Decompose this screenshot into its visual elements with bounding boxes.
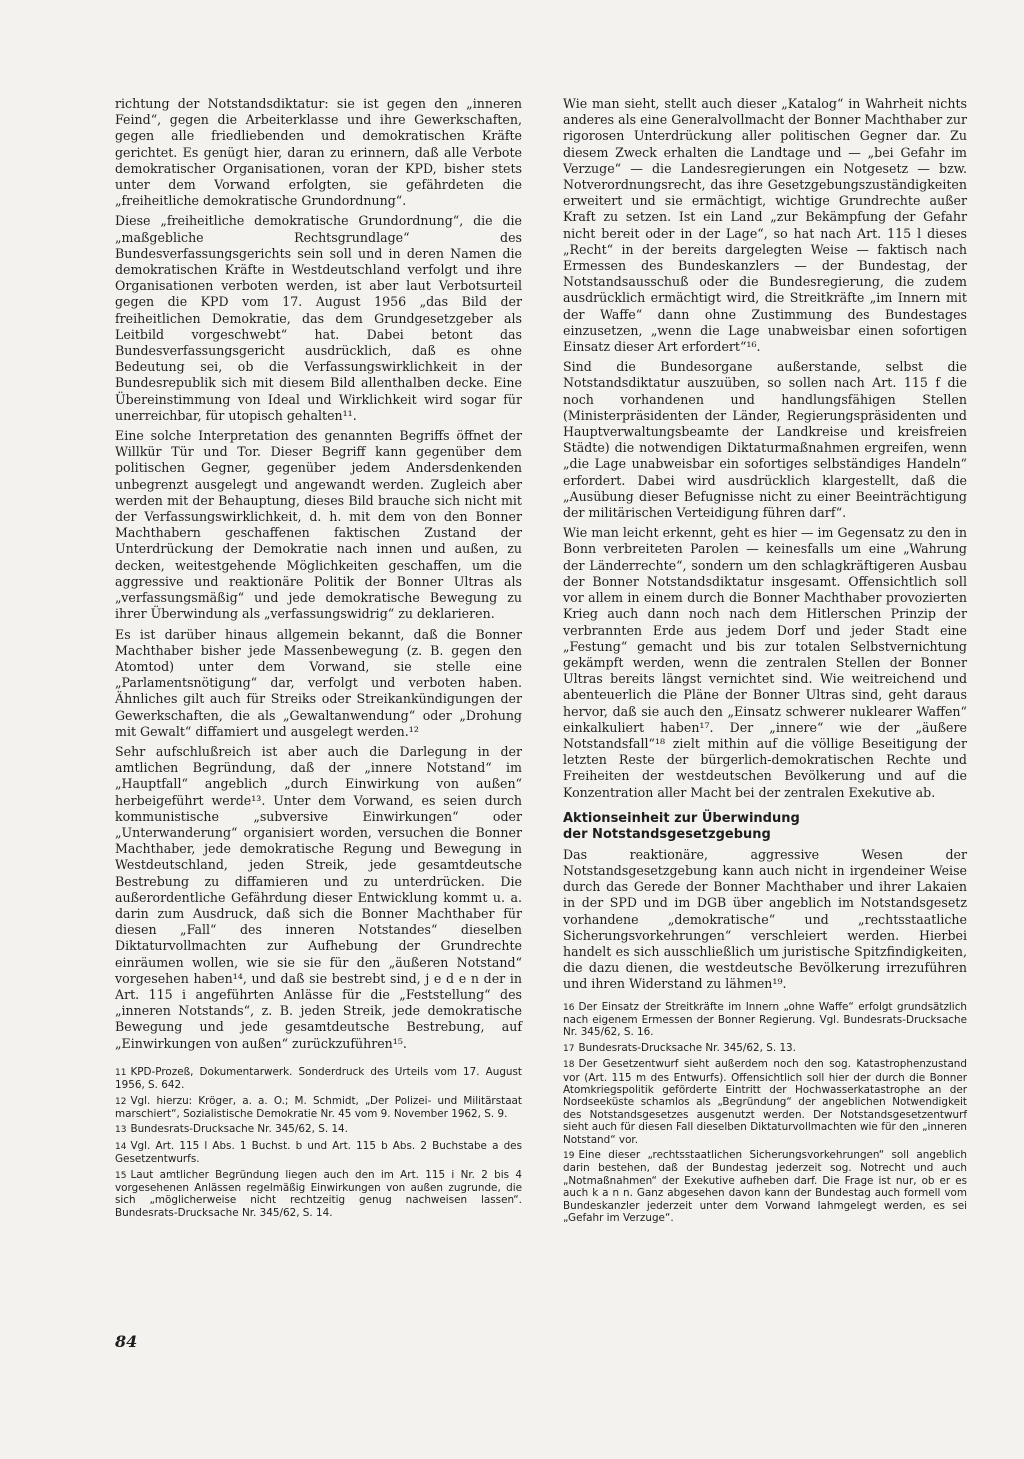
paragraph: Wie man leicht erkennt, geht es hier — im Gegensatz zu den in Bonn verbreiteten Parolen — keinesfalls um eine „Wahrung der Länderrechte“, sondern um den schlagkräftigeren Ausbau der Bonner Notstandsdiktatur insgesamt. Offensichtlich soll vor allem in einem durch die Bonner Machthaber provozierten Krieg auch dann noch nach dem Hitlerschen Prinzip der verbrannten Erde aus jedem Dorf und jeder Stadt eine „Festung“ gemacht und bis zur totalen Selbstvernichtung gekämpft werden, wenn die zentralen Stellen der Bonner Ultras bereits längst vernichtet sind. Wie weitreichend und abenteuerlich die Pläne der Bonner Ultras sind, geht daraus hervor, daß sie auch den „Einsatz schwerer nuklearer Waffen“ einkalkuliert haben¹⁷. Der „innere“ wie der „äußere Notstandsfall“¹⁸ zielt mithin auf die völlige Beseitigung der letzten Reste der bürgerlich-demokratischen Rechte und Freiheiten der westdeutschen Bevölkerung und auf die Konzentration aller Macht bei der zentralen Exekutive ab. xyxy=(563,525,967,800)
left-body-text xyxy=(115,96,522,1052)
footnote-text: KPD-Prozeß, Dokumentarwerk. Sonderdruck des Urteils vom 17. August 1956, S. 642. xyxy=(115,1065,522,1092)
paragraph: Wie man sieht, stellt auch dieser „Katalog“ in Wahrheit nichts anderes als eine Generalvollmacht der Bonner Machthaber zur rigorosen Unterdrückung aller politischen Gegner dar. Zu diesem Zweck erhalten die Landtage und — „bei Gefahr im Verzuge“ — die Landesregierungen ein Notgesetz — bzw. Notverordnungsrecht, das ihre Gesetzgebungszuständigkeiten erweitert und sie ermächtigt, wichtige Grundrechte außer Kraft zu setzen. Ist ein Land „zur Bekämpfung der Gefahr nicht bereit oder in der Lage“, so hat nach Art. 115 l dieses „Recht“ in der bereits dargelegten Weise — faktisch nach Ermessen des Bundeskanzlers — der Bundestag, der Notstandsausschuß oder die Bundesregierung, die zudem ausdrücklich ermächtigt wird, die Streitkräfte „im Innern mit der Waffe“ dann ohne Zustimmung des Bundestages einzusetzen, „wenn die Lage unabweisbar einen sofortigen Einsatz dieser Art erfordert“¹⁶. xyxy=(563,96,967,355)
footnote xyxy=(115,1169,522,1220)
right-column xyxy=(563,96,967,1227)
footnote-number: 17 xyxy=(563,1043,575,1054)
paragraph: richtung der Notstandsdiktatur: sie ist gegen den „inneren Feind“, gegen die Arbeiterklasse und ihre Gewerkschaften, gegen alle friedliebenden und demokratischen Kräfte gerichtet. Es genügt hier, daran zu erinnern, daß alle Verbote demokratischer Organisationen, voran der KPD, bisher stets unter dem Vorwand erfolgten, sie gefährdeten die „freiheitliche demokratische Grundordnung“. xyxy=(115,96,522,209)
footnote xyxy=(115,1140,522,1166)
paragraph: Eine solche Interpretation des genannten Begriffs öffnet der Willkür Tür und Tor. Dieser Begriff kann gegenüber dem politischen Gegner, gegenüber jedem Andersdenkenden unbegrenzt ausgelegt und angewandt werden. Zugleich aber werden mit der Behauptung, dieses Bild brauche sich nicht mit der Verfassungswirklichkeit, d. h. mit dem von den Bonner Machthabern geschaffenen faktischen Zustand der Unterdrückung der Demokratie nach innen und außen, zu decken, weitestgehende Möglichkeiten geschaffen, um die aggressive und reaktionäre Politik der Bonner Ultras als „verfassungsmäßig“ und jede demokratische Bewegung zu ihrer Überwindung als „verfassungswidrig“ zu deklarieren. xyxy=(115,428,522,622)
footnote-number: 11 xyxy=(115,1067,127,1078)
paragraph: Es ist darüber hinaus allgemein bekannt, daß die Bonner Machthaber bisher jede Massenbewegung (z. B. gegen den Atomtod) unter dem Vorwand, sie stelle eine „Parlamentsnötigung“ dar, verfolgt und verboten haben. Ähnliches gilt auch für Streiks oder Streikankündigungen der Gewerkschaften, die als „Gewaltanwendung“ oder „Drohung mit Gewalt“ diffamiert und ausgelegt werden.¹² xyxy=(115,626,522,739)
footnote-number: 14 xyxy=(115,1141,127,1152)
footnote-text: Vgl. hierzu: Kröger, a. a. O.; M. Schmidt, „Der Polizei- und Militärstaat marschiert“, Sozialistische Demokratie Nr. 45 vom 9. November 1962, S. 9. xyxy=(115,1094,522,1120)
footnote xyxy=(563,1058,967,1146)
left-footnotes xyxy=(115,1066,522,1219)
paragraph: Sehr aufschlußreich ist aber auch die Darlegung in der amtlichen Begründung, daß der „innere Notstand“ im „Hauptfall“ angeblich „durch Einwirkung von außen“ herbeigeführt werde¹³. Unter dem Vorwand, es seien durch kommunistische „subversive Einwirkungen“ oder „Unterwanderung“ organisiert worden, versuchen die Bonner Machthaber, jede demokratische Regung und Bewegung in Westdeutschland, jeden Streik, jede gesamtdeutsche Bestrebung zu diffamieren und zu unterdrücken. Die außerordentliche Gefährdung dieser Entwicklung kommt u. a. darin zum Ausdruck, daß sich die Bonner Machthaber für diesen „Fall“ des inneren Notstandes“ dieselben Diktaturvollmachten zur Aufhebung der Grundrechte einräumen wollen, wie sie sie für den „äußeren Notstand“ vorgesehen haben¹⁴, und daß sie bestrebt sind, j e d e n der in Art. 115 i angeführten Anlässe für die „Feststellung“ des „inneren Notstands“, z. B. jeden Streik, jede demokratische Bewegung und jede gesamtdeutsche Bestrebung, auf „Einwirkungen von außen“ zurückzuführen¹⁵. xyxy=(115,743,522,1051)
section-heading-line: Aktionseinheit zur Überwindung xyxy=(563,810,800,826)
footnote xyxy=(115,1123,522,1136)
footnote-number: 18 xyxy=(563,1060,575,1071)
footnote-number: 19 xyxy=(563,1151,575,1162)
page-number: 84 xyxy=(115,1332,138,1351)
footnote-number: 13 xyxy=(115,1125,127,1136)
footnote xyxy=(563,1149,967,1224)
footnote-text: Bundesrats-Drucksache Nr. 345/62, S. 14. xyxy=(130,1123,348,1136)
section-heading-line: der Notstandsgesetzgebung xyxy=(563,826,771,842)
footnote-text: Eine dieser „rechtsstaatlichen Sicherungsvorkehrungen“ soll angeblich darin bestehen, daß der Bundestag jederzeit sog. Notrecht und auch „Notmaßnahmen“ der Exekutive aufheben darf. Die Frage ist nur, ob er es auch k a n n. Ganz abgesehen davon kann der Bundestag auch formell vom Bundeskanzler jederzeit unter dem Vorwand lahmgelegt werden, es sei „Gefahr im Verzuge“. xyxy=(563,1149,967,1225)
paragraph: Diese „freiheitliche demokratische Grundordnung“, die die „maßgebliche Rechtsgrundlage“ des Bundesverfassungsgerichts sein soll und in deren Namen die demokratischen Kräfte in Westdeutschland verfolgt und ihre Organisationen verboten werden, ist aber laut Verbotsurteil gegen die KPD vom 17. August 1956 „das Bild der freiheitlichen Demokratie, das dem Grundgesetzgeber als Leitbild vorgeschwebt“ hat. Dabei betont das Bundesverfassungsgericht ausdrücklich, daß es ohne Bedeutung sei, ob die Verfassungswirklichkeit in der Bundesrepublik sich mit diesem Bild allenthalben decke. Eine Übereinstimmung von Ideal und Wirklichkeit wird sogar für unerreichbar, für utopisch gehalten¹¹. xyxy=(115,213,522,423)
footnote-text: Laut amtlicher Begründung liegen auch den im Art. 115 i Nr. 2 bis 4 vorgesehenen Anlässen regelmäßig Einwirkungen von außen zugrunde, die sich „möglicherweise nicht rechtzeitig genug nachweisen lassen“. Bundesrats-Drucksache Nr. 345/62, S. 14. xyxy=(115,1168,522,1219)
footnote xyxy=(563,1001,967,1039)
right-body-text xyxy=(563,96,967,993)
footnote-text: Der Einsatz der Streitkräfte im Innern „ohne Waffe“ erfolgt grundsätzlich nach eigenem Ermessen der Bonner Regierung. Vgl. Bundesrats-Drucksache Nr. 345/62, S. 16. xyxy=(563,1000,967,1039)
footnote-number: 15 xyxy=(115,1170,127,1181)
footnote-text: Der Gesetzentwurf sieht außerdem noch den sog. Katastrophenzustand vor (Art. 115 m des Entwurfs). Offensichtlich soll hier der durch die Bonner Atomkriegspolitik geförderte Eintritt der Hochwasserkatastrophe an der Nordseeküste schamlos als „Begründung“ der angeblichen Notwendigkeit des Notstandsgesetzes ausgenutzt werden. Der Notstandsgesetzentwurf sieht auch für diesen Fall dieselben Diktaturvollmachten wie für den „inneren Notstand“ vor. xyxy=(563,1058,967,1146)
footnote-text: Vgl. Art. 115 l Abs. 1 Buchst. b und Art. 115 b Abs. 2 Buchstabe a des Gesetzentwurfs. xyxy=(115,1139,522,1166)
paragraph: Sind die Bundesorgane außerstande, selbst die Notstandsdiktatur auszuüben, so sollen nach Art. 115 f die noch vorhandenen und handlungsfähigen Stellen (Ministerpräsidenten der Länder, Regierungspräsidenten und Hauptverwaltungsbeamte der Landkreise und kreisfreien Städte) die notwendigen Diktaturmaßnahmen ergreifen, wenn „die Lage unabweisbar ein sofortiges selbständiges Handeln“ erfordert. Dabei wird ausdrücklich klargestellt, daß die „Ausübung dieser Befugnisse nicht zu einer Beeinträchtigung der militärischen Verteidigung führen darf“. xyxy=(563,359,967,521)
right-footnotes xyxy=(563,1001,967,1225)
footnote-number: 12 xyxy=(115,1096,127,1107)
footnote-number: 16 xyxy=(563,1002,575,1013)
footnote xyxy=(115,1095,522,1121)
section-heading xyxy=(563,811,967,843)
footnote xyxy=(115,1066,522,1092)
left-column xyxy=(115,96,522,1222)
footnote-text: Bundesrats-Drucksache Nr. 345/62, S. 13. xyxy=(578,1041,796,1054)
footnote xyxy=(563,1042,967,1055)
paragraph: Das reaktionäre, aggressive Wesen der Notstandsgesetzgebung kann auch nicht in irgendeiner Weise durch das Gerede der Bonner Machthaber und ihrer Lakaien in der SPD und im DGB über angeblich im Notstandsgesetz vorhandene „demokratische“ und „rechtsstaatliche Sicherungsvorkehrungen“ verschleiert werden. Hierbei handelt es sich ausschließlich um juristische Spitzfindigkeiten, die dazu dienen, die westdeutsche Bevölkerung irrezuführen und ihren Widerstand zu lähmen¹⁹. xyxy=(563,846,967,992)
